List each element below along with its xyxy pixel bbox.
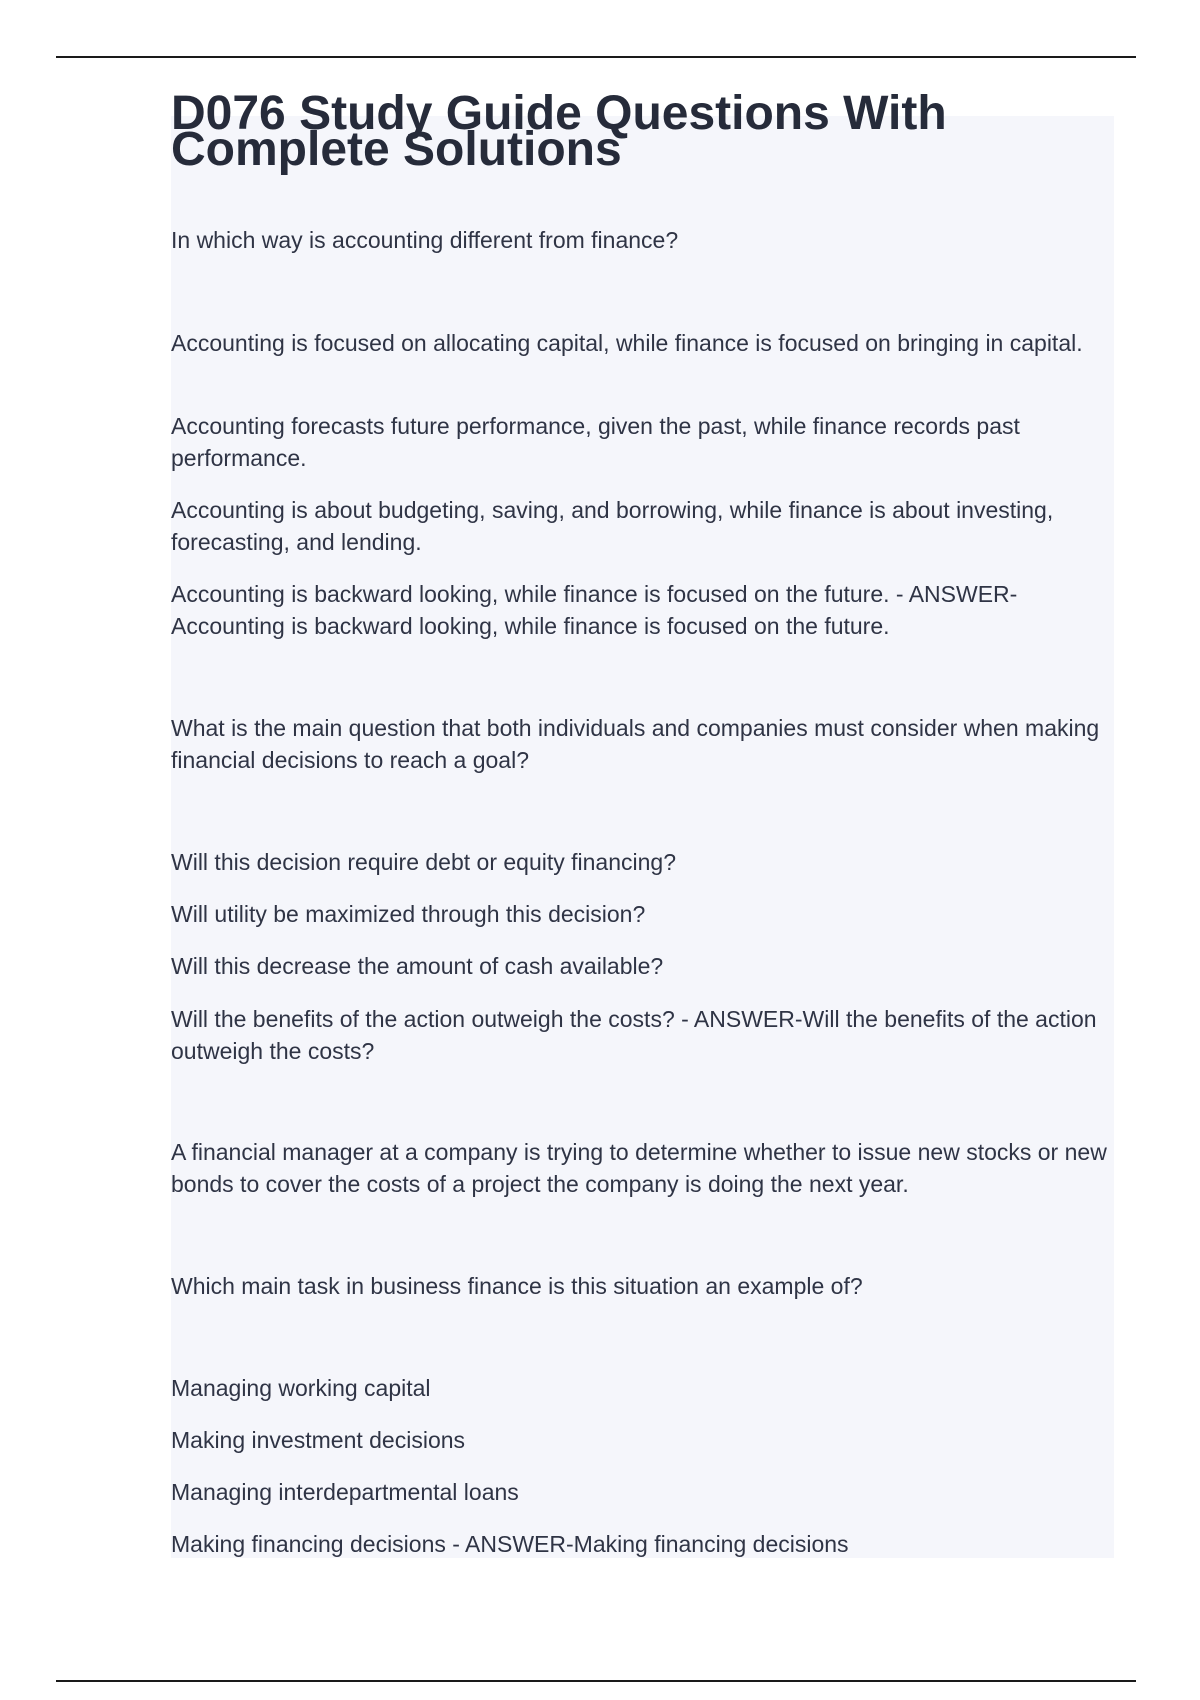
question-2: What is the main question that both individuals and companies must consider when making financial decisions to reach a goal? <box>171 715 1100 773</box>
question-3-scenario: A financial manager at a company is trying to determine whether to issue new stocks or new bonds to cover the costs of a project the company is doing the next year. <box>171 1139 1107 1197</box>
q1-option-3: Accounting is about budgeting, saving, and borrowing, while finance is about investing, forecasting, and lending. <box>171 497 1054 555</box>
top-rule <box>56 56 1136 58</box>
question-1: In which way is accounting different from finance? <box>171 227 679 253</box>
q3-option-1: Managing working capital <box>171 1375 431 1401</box>
q3-option-4-answer: Making financing decisions - ANSWER-Making financing decisions <box>171 1531 849 1557</box>
bottom-rule <box>56 1680 1136 1682</box>
q1-option-4-answer: Accounting is backward looking, while finance is focused on the future. - ANSWER-Accounting is backward looking, while finance is focused on the future. <box>171 581 1018 639</box>
q2-option-2: Will utility be maximized through this decision? <box>171 901 646 927</box>
q3-option-2: Making investment decisions <box>171 1427 466 1453</box>
q2-option-3: Will this decrease the amount of cash available? <box>171 953 664 979</box>
q2-option-1: Will this decision require debt or equity financing? <box>171 849 676 875</box>
document-title: D076 Study Guide Questions With Complete Solutions <box>171 87 947 176</box>
q1-option-2: Accounting forecasts future performance, given the past, while finance records past performance. <box>171 413 1020 471</box>
q2-option-4-answer: Will the benefits of the action outweigh the costs? - ANSWER-Will the benefits of the action outweigh the costs? <box>171 1006 1097 1064</box>
q1-option-1: Accounting is focused on allocating capital, while finance is focused on bringing in capital. <box>171 330 1083 356</box>
question-3: Which main task in business finance is this situation an example of? <box>171 1273 863 1299</box>
q3-option-3: Managing interdepartmental loans <box>171 1479 519 1505</box>
